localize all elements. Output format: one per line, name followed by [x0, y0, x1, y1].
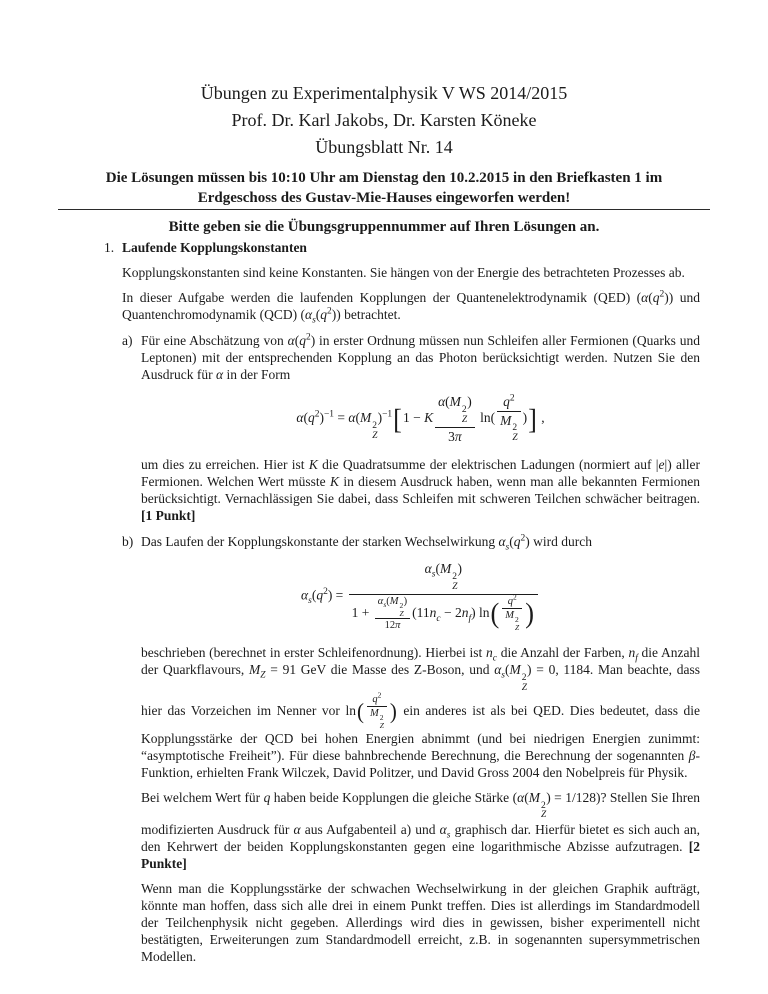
part-a-body: [141, 332, 700, 524]
course-title: Übungen zu Experimentalphysik V WS 2014/2015: [200, 83, 568, 103]
part-a: [122, 332, 700, 524]
sheet-number: Übungsblatt Nr. 14: [315, 137, 453, 157]
qed-running-coupling-formula: $\alpha(q^2)^{-1} = \alpha(M$ 2 Z )$^{-1}$[1 − K α(M 2 Z ) 3π ln( $q^2$ M 2 Z )] ,: [296, 393, 545, 444]
part-a-continuation: um dies zu erreichen. Hier ist K die Quadratsumme der elektrischen Ladungen (normiert auf |e|) aller Fermionen. Welchen Wert müsste K in diesem Ausdruck haben, wenn man alle bekannten Fermionen berücksichtigt. Vernachlässigen Sie dabei, dass Schleifen mit schweren Teilchen schwächer beitragen. [1 Punkt]: [141, 457, 700, 524]
group-number-notice: Bitte geben sie die Übungsgruppennummer auf Ihren Lösungen an.: [168, 219, 600, 235]
lecturers-line: Prof. Dr. Karl Jakobs, Dr. Karsten Köneke: [231, 110, 537, 130]
part-b-text: Das Laufen der Kopplungskonstante der starken Wechselwirkung $\alpha_s(q^2)$ wird durch: [141, 533, 592, 553]
intro-paragraph-1: Kopplungskonstanten sind keine Konstanten. Sie hängen von der Energie des betrachteten Prozesses ab.: [122, 265, 685, 280]
problem-number: 1.: [104, 240, 115, 255]
part-b: [122, 533, 700, 965]
problem-section: [104, 239, 701, 965]
problem-heading: [104, 239, 700, 256]
part-a-text: Für eine Abschätzung von $\alpha(q^2)$ in erster Ordnung müssen nun Schleifen aller Fermionen (Quarks und Leptonen) mit der entsprechenden Kopplung an das Photon berücksichtigt werden. Nutzen Sie den Ausdruck für α in der Form: [141, 332, 700, 382]
part-b-body: [141, 533, 700, 965]
document-header: [0, 80, 768, 237]
problem-title: Laufende Kopplungskonstanten: [122, 240, 307, 255]
part-b-paragraph-3: Wenn man die Kopplungsstärke der schwachen Wechselwirkung in der gleichen Graphik aufträgt, könnte man hoffen, dass sich alle drei in einem Punkt treffen. Dies ist allerdings im Standardmodell der Teilchenphysik nicht gegeben. Allerdings wird dies in gewissen, bisher experimentell nicht bestätigten, Erweiterungen zum Standardmodell erreicht, z.B. in sogenannten supersymmetrischen Modellen.: [141, 881, 700, 965]
qcd-running-coupling-formula: $\alpha_s(q^2)$ = $\alpha_s(M$ 2 Z ) 1 + $\alpha_s(M$ 2 Z ) 12π $(11n_c - 2n_f)$ ln( $q^2$ M 2 Z ): [141, 561, 700, 632]
part-b-paragraph-1: beschrieben (berechnet in erster Schleifenordnung). Hierbei ist $n_c$ die Anzahl der Farben, $n_f$ die Anzahl der Quarkflavours, $M_Z = 91$ GeV die Masse des Z-Boson, und $\alpha_s(M$ 2 Z ) = 0, 1184. Man beachte, dass hier das Vorzeichen im Nenner vor ln( $q^2$ M 2 Z ) ein anderes ist als bei QED. Dies bedeutet, dass die Kopplungsstärke der QCD bei hohen Energien abnimmt (und bei niedrigen Energien zunimmt: “asymptotische Freiheit”). Für diese bahnbrechende Berechnung, die Berechnung der sogenannten β-Funktion, erhielten Frank Wilczek, David Politzer, und David Gross 2004 den Nobelpreis für Physik.: [141, 644, 700, 780]
part-a-label: a): [122, 333, 133, 348]
header-divider: [58, 209, 710, 210]
part-b-label: b): [122, 534, 134, 550]
part-b-paragraph-2: Bei welchem Wert für q haben beide Kopplungen die gleiche Stärke (α(M 2 Z ) = 1/128)? Stellen Sie Ihren modifizierten Ausdruck für α aus Aufgabenteil a) und $\alpha_s$ graphisch dar. Hierfür bietet es sich auch an, den Kehrwert der beiden Kopplungskonstanten gegen eine logarithmische Abzisse aufzutragen. [2 Punkte]: [141, 789, 701, 872]
intro-paragraph-2: In dieser Aufgabe werden die laufenden Kopplungen der Quantenelektrodynamik (QED) $(\alpha(q^2))$ und Quantenchromodynamik (QCD) $(\alpha_s(q^2))$ betrachtet.: [122, 289, 700, 326]
deadline-notice: Die Lösungen müssen bis 10:10 Uhr am Dienstag den 10.2.2015 in den Briefkasten 1 im Erdgeschoss des Gustav-Mie-Hauses eingeworfen werden!: [105, 170, 663, 206]
